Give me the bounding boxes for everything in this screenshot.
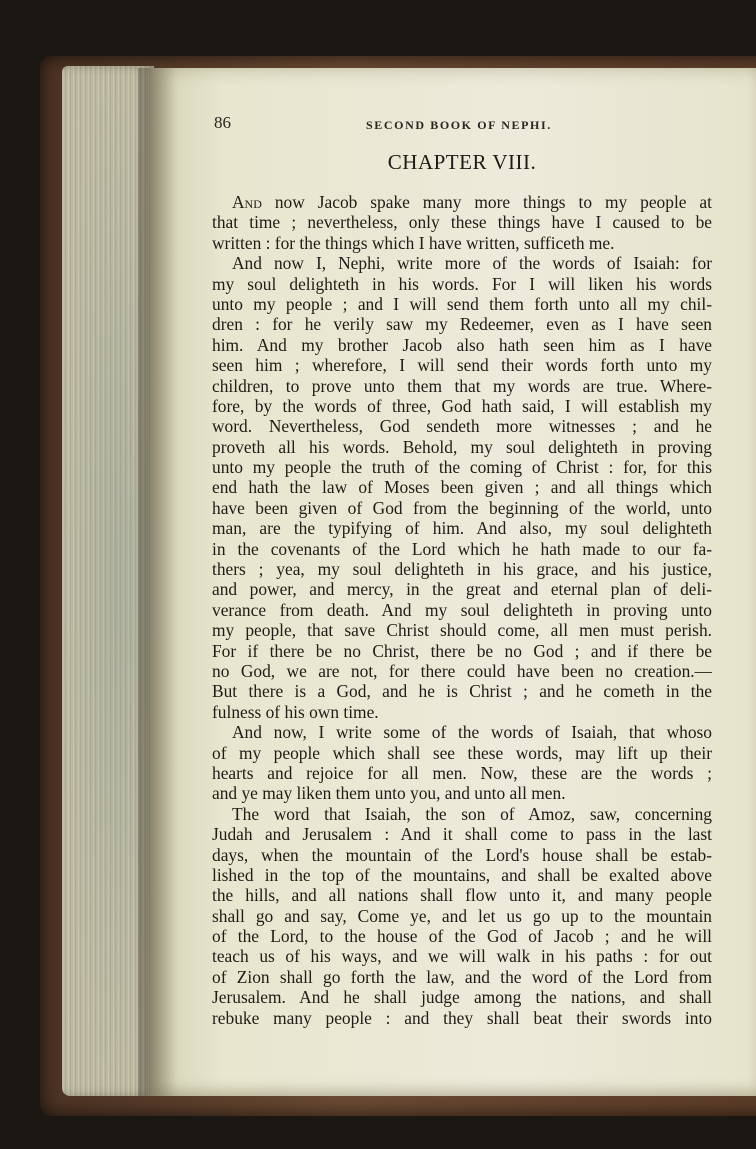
text-line: in the covenants of the Lord which he hath made to our fa- (212, 538, 712, 559)
text-line: no God, we are not, for there could have been no creation.— (212, 660, 712, 681)
text-line: end hath the law of Moses been given ; and all things which (212, 477, 712, 498)
text-line: The word that Isaiah, the son of Amoz, saw, concerning (232, 803, 712, 824)
text-line: fulness of his own time. (212, 701, 379, 722)
text-line: the hills, and all nations shall flow unto it, and many people (212, 885, 712, 906)
text-line: word. Nevertheless, God sendeth more witnesses ; and he (212, 416, 712, 437)
text-line: my people, that save Christ should come, all men must perish. (212, 620, 712, 641)
text-line: that time ; nevertheless, only these things have I caused to be (212, 212, 712, 233)
text-line: rebuke many people : and they shall beat their swords into (212, 1007, 712, 1028)
text-line: and power, and mercy, in the great and eternal plan of deli- (212, 579, 712, 600)
text-line: of my people which shall see these words, may lift up their (212, 742, 712, 763)
text-line: fore, by the words of three, God hath said, I will establish my (212, 395, 712, 416)
text-line: of the Lord, to the house of the God of Jacob ; and he will (212, 926, 712, 947)
text-line: Jerusalem. And he shall judge among the nations, and shall (212, 987, 712, 1008)
text-line: Judah and Jerusalem : And it shall come to pass in the last (212, 824, 712, 845)
text-line: lished in the top of the mountains, and shall be exalted above (212, 864, 712, 885)
text-line: For if there be no Christ, there be no God ; and if there be (212, 640, 712, 661)
text-line: him. And my brother Jacob also hath seen him as I have (212, 334, 712, 355)
text-line: But there is a God, and he is Christ ; and he cometh in the (212, 681, 712, 702)
text-line: seen him ; wherefore, I will send their words forth unto my (212, 355, 712, 376)
page-number: 86 (214, 113, 231, 132)
text-line: And now, I write some of the words of Isaiah, that whoso (232, 722, 712, 743)
text-line: unto my people ; and I will send them forth unto all my chil- (212, 293, 712, 314)
text-line: days, when the mountain of the Lord's house shall be estab- (212, 844, 712, 865)
text-line: written : for the things which I have written, sufficeth me. (212, 232, 615, 253)
text-line: dren : for he verily saw my Redeemer, even as I have seen (212, 314, 712, 335)
text-line: man, are the typifying of him. And also, my soul delighteth (212, 518, 712, 539)
text-line: verance from death. And my soul delighteth in proving unto (212, 599, 712, 620)
page-edges (62, 66, 154, 1096)
opening-word: And (232, 192, 262, 212)
text-line: have been given of God from the beginning of the world, unto (212, 497, 712, 518)
text-line: And now I, Nephi, write more of the words of Isaiah: for (232, 253, 712, 274)
text-line: of Zion shall go forth the law, and the word of the Lord from (212, 966, 712, 987)
text-line: unto my people the truth of the coming of Christ : for, for this (212, 457, 712, 478)
text-line: shall go and say, Come ye, and let us go up to the mountain (212, 905, 712, 926)
text-line: thers ; yea, my soul delighteth in his grace, and his justice, (212, 559, 712, 580)
text-line: my soul delighteth in his words. For I will liken his words (212, 273, 712, 294)
text-line: and ye may liken them unto you, and unto all men. (212, 783, 566, 804)
page-header (214, 113, 710, 137)
text-line: proveth all his words. Behold, my soul delighteth in proving (212, 436, 712, 457)
text-line: And now Jacob spake many more things to my people at (232, 192, 712, 212)
text-line: children, to prove unto them that my words are true. Where- (212, 375, 712, 396)
running-head: SECOND BOOK OF NEPHI. (366, 118, 552, 132)
chapter-title: CHAPTER VIII. (387, 150, 537, 174)
text-line: teach us of his ways, and we will walk in his paths : for out (212, 946, 712, 967)
text-line: hearts and rejoice for all men. Now, these are the words ; (212, 762, 712, 783)
body-text (212, 192, 712, 1028)
